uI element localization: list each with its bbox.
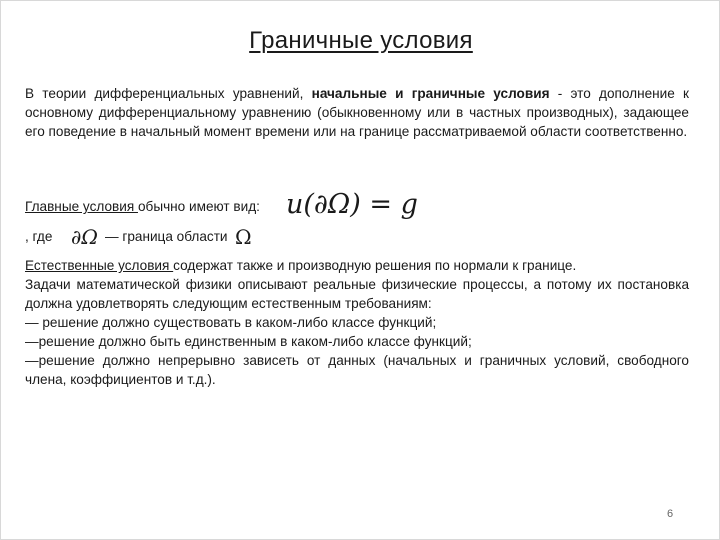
requirement-item: —решение должно быть единственным в каком-либо классе функций; — [25, 334, 472, 349]
intro-text-2: - это дополнение к основному дифференциальному уравнению (обыкновенному или в частных производных), задающее его поведение в начальный момент времени или на границе рассматриваемой области соответственно. — [25, 86, 689, 139]
natural-conditions-term: Естественные условия — [25, 258, 174, 273]
requirements-intro: Задачи математической физики описывают реальные физические процессы, а потому их постановка должна удовлетворять следующим естественным требованиям: — [25, 277, 689, 311]
intro-bold-term: начальные и граничные условия — [311, 86, 550, 101]
natural-conditions-line — [25, 256, 689, 275]
main-conditions-line — [25, 197, 260, 216]
main-conditions-text: обычно имеют вид: — [137, 199, 260, 214]
where-text: — граница области — [105, 229, 228, 244]
natural-conditions-text: содержат также и производную решения по нормали к границе. — [173, 258, 577, 273]
page-number: 6 — [667, 508, 674, 520]
requirement-item: —решение должно непрерывно зависеть от данных (начальных и граничных условий, свободного члена, коэффициентов и т.д.). — [25, 353, 689, 387]
requirement-item: — решение должно существовать в каком-либо классе функций; — [25, 315, 437, 330]
page-title: Граничные условия — [249, 27, 473, 54]
boundary-formula: u(∂Ω) = g — [286, 189, 418, 220]
main-conditions-term: Главные условия — [25, 199, 138, 214]
intro-text-1: В теории дифференциальных уравнений, — [25, 86, 312, 101]
boundary-symbol: ∂Ω — [71, 225, 98, 249]
domain-symbol: Ω — [235, 225, 252, 249]
intro-paragraph — [25, 84, 689, 141]
natural-conditions-block — [25, 256, 689, 389]
where-prefix: , где — [25, 229, 53, 244]
